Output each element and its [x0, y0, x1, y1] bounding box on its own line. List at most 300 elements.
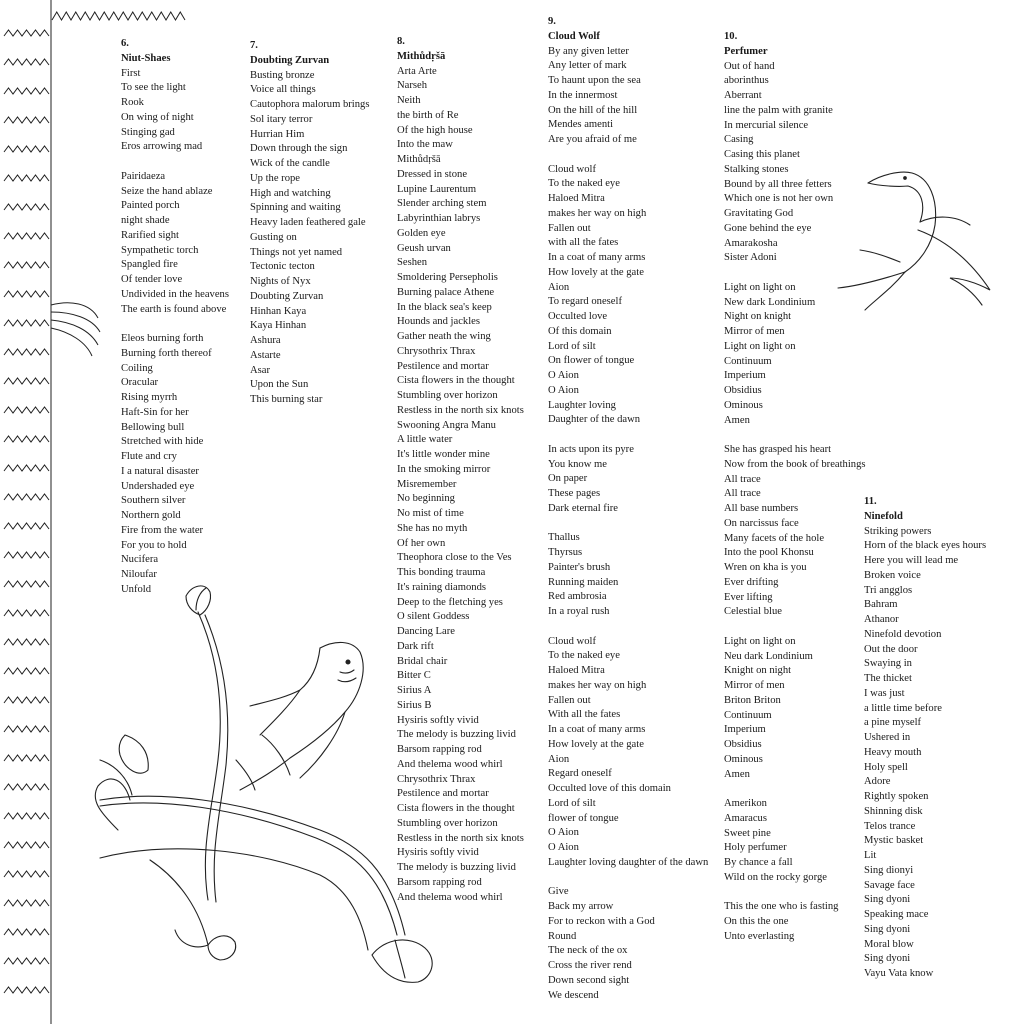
poem-line: Amerikon — [724, 798, 767, 809]
poem-line — [724, 428, 866, 443]
poem-line: Give — [548, 886, 569, 898]
poem-line: Of this domain — [548, 325, 612, 337]
poem-line: Chrysothrix Thrax — [397, 345, 476, 357]
poem-line: Bahram — [864, 599, 898, 611]
poem-line: Pestilence and mortar — [397, 788, 489, 800]
poem-line: On flower of tongue — [548, 355, 635, 367]
poem-10 — [724, 30, 866, 945]
poem-line: To the naked eye — [548, 178, 620, 190]
poem-line: Undershaded eye — [121, 480, 195, 492]
poem-line: with all the fates — [548, 237, 619, 249]
poem-line: Rising myrrh — [121, 392, 178, 403]
poem-line — [724, 620, 866, 635]
poem-line: Up the rope — [250, 172, 301, 184]
poem-line: Tri angglos — [864, 584, 913, 596]
poem-line: Lord of silt — [548, 340, 596, 352]
poem-line: To haunt upon the sea — [548, 75, 641, 86]
poem-line: We descend — [548, 989, 599, 1001]
poem-line: Down through the sign — [250, 143, 348, 155]
poem-line: In a royal rush — [548, 606, 610, 617]
poem-line: Continuum — [724, 709, 772, 721]
poem-line: Narseh — [397, 80, 428, 92]
poem-line: Out the door — [864, 643, 918, 655]
poem-line: Aion — [548, 281, 570, 293]
poem-line: Ominous — [724, 399, 763, 411]
poem-line: For to reckon with a God — [548, 915, 655, 927]
poem-line: Lit — [864, 850, 877, 861]
poem-line: Painted porch — [121, 200, 180, 212]
poem-line: Now from the book of breathings — [724, 458, 866, 470]
poem-line: Theophora close to the Ves — [397, 552, 512, 564]
poem-line: Lupine Laurentum — [397, 183, 477, 195]
poem-line: I was just — [864, 687, 905, 699]
poem-line: Obsidius — [724, 385, 762, 396]
poem-line: Ever drifting — [724, 576, 779, 588]
poem-line: Burning forth thereof — [121, 347, 212, 359]
poem-line: Heavy laden feathered gale — [250, 217, 366, 228]
poem-line: No beginning — [397, 493, 455, 505]
poem-line: line the palm with granite — [724, 104, 833, 116]
poem-line — [548, 148, 708, 163]
poem-line: Oracular — [121, 377, 159, 389]
poem-line: Cloud wolf — [548, 163, 596, 175]
poem-line: Swooning Angra Manu — [397, 419, 496, 431]
poem-line: To the naked eye — [548, 650, 620, 662]
poem-line: High and watching — [250, 187, 331, 199]
poem-line: Amen — [724, 414, 750, 426]
poem-line: Gravitating God — [724, 208, 794, 219]
poem-number: 7. — [250, 40, 258, 51]
poem-line: Amaracus — [724, 812, 767, 824]
poem-line: She has no myth — [397, 522, 468, 534]
poem-line: On narcissus face — [724, 517, 799, 529]
poem-line: Southern silver — [121, 495, 186, 507]
poem-line: To see the light — [121, 82, 186, 94]
poem-line: This burning star — [250, 394, 323, 405]
poem-line: Light on light on — [724, 340, 796, 352]
poem-line: Casing — [724, 134, 754, 146]
poem-line: On wing of night — [121, 111, 194, 123]
poem-line: By chance a fall — [724, 857, 793, 868]
poem-line: This the one who is fasting — [724, 901, 839, 913]
poem-line: Dancing Lare — [397, 626, 455, 637]
poem-line: O Aion — [548, 384, 579, 396]
poem-line: Vayu Vata know — [864, 968, 934, 979]
poem-line: In a coat of many arms — [548, 724, 646, 735]
poem-line: In a coat of many arms — [548, 252, 646, 263]
poem-line: Wren on kha is you — [724, 562, 807, 573]
poem-line: Wick of the candle — [250, 158, 330, 169]
poem-line: Sirius A — [397, 685, 432, 696]
poem-line: By any given letter — [548, 45, 629, 57]
poem-line: Gone behind the eye — [724, 222, 812, 234]
poem-line: Back my arrow — [548, 901, 614, 912]
poem-line: Fire from the water — [121, 524, 204, 536]
poem-line: A little water — [397, 434, 453, 446]
poem-line: Swaying in — [864, 658, 912, 670]
poem-line: All base numbers — [724, 503, 799, 514]
poem-line: Sing dyoni — [864, 923, 911, 935]
poem-line: Nucifera — [121, 554, 159, 566]
poem-line: Amen — [724, 768, 750, 780]
poem-line: Pestilence and mortar — [397, 360, 489, 372]
poem-line: Neith — [397, 95, 421, 106]
poem-title: Ninefold — [864, 510, 903, 522]
poem-line: Undivided in the heavens — [121, 288, 229, 300]
poem-number: 8. — [397, 36, 405, 47]
poem-line: Unfold — [121, 583, 152, 595]
poem-line: makes her way on high — [548, 679, 647, 691]
poem-line: Dark eternal fire — [548, 502, 618, 514]
poem-line: In the black sea's keep — [397, 301, 492, 313]
poem-line: Holy spell — [864, 761, 908, 773]
poem-line: Geush urvan — [397, 242, 451, 254]
poem-line: Savage face — [864, 879, 915, 891]
poem-line: Ominous — [724, 753, 763, 765]
poem-line: Hinhan Kaya — [250, 305, 307, 317]
poem-line: makes her way on high — [548, 207, 647, 219]
poem-line: With all the fates — [548, 709, 621, 721]
poem-line: The thicket — [864, 673, 912, 684]
poem-line: Hysiris softly vivid — [397, 714, 479, 726]
poem-line: You know me — [548, 458, 607, 470]
poem-line: Painter's brush — [548, 561, 611, 573]
poem-line: Unto everlasting — [724, 930, 795, 942]
poem-line: In the innermost — [548, 89, 618, 101]
zigzag-top — [52, 12, 185, 20]
poem-line: night shade — [121, 215, 170, 226]
poem-line: Bridal chair — [397, 655, 448, 667]
poem-line: Restless in the north six knots — [397, 404, 524, 416]
poem-line: Sister Adoni — [724, 252, 777, 264]
poem-line: Hysiris softly vivid — [397, 847, 479, 859]
poem-line: Running maiden — [548, 576, 619, 588]
poem-line: Tectonic tecton — [250, 261, 315, 273]
poem-line: Upon the Sun — [250, 379, 309, 391]
poem-line: Stalking stones — [724, 163, 789, 175]
poem-line — [724, 266, 866, 281]
poem-line: Stretched with hide — [121, 436, 204, 448]
poem-line: Night on knight — [724, 311, 792, 323]
poem-line: Barsom rapping rod — [397, 876, 482, 888]
poem-9 — [548, 15, 708, 1003]
poem-line: Spinning and waiting — [250, 202, 341, 214]
poem-line: Haft-Sin for her — [121, 406, 189, 418]
poem-line: And thelema wood whirl — [397, 891, 503, 903]
poem-line: Moral blow — [864, 938, 914, 950]
poem-lines — [397, 65, 524, 906]
poem-line: Fallen out — [548, 222, 591, 234]
poem-line: She has grasped his heart — [724, 444, 832, 455]
poem-line: On the hill of the hill — [548, 104, 638, 116]
poem-line: Dressed in stone — [397, 168, 468, 180]
poem-line: Daughter of the dawn — [548, 414, 641, 426]
poem-line: Rarified sight — [121, 229, 179, 241]
poem-line: Neu dark Londinium — [724, 650, 813, 662]
poem-line: Barsom rapping rod — [397, 744, 482, 755]
poem-line: Ushered in — [864, 732, 911, 743]
poem-line: Chrysothrix Thrax — [397, 773, 476, 785]
poem-line: Cloud wolf — [548, 635, 596, 647]
poem-6 — [121, 37, 229, 598]
poem-line: Cautophora malorum brings — [250, 99, 370, 110]
poem-line: The melody is buzzing livid — [397, 862, 516, 873]
poem-line: Ever lifting — [724, 591, 773, 603]
poem-line: Mendes amenti — [548, 119, 614, 131]
poem-line: Labyrinthian labrys — [397, 213, 481, 224]
poem-line — [548, 871, 708, 886]
poem-8 — [397, 35, 524, 905]
poem-line: Coiling — [121, 362, 153, 374]
poem-line: The earth is found above — [121, 303, 227, 315]
poem-line: Thyrsus — [548, 547, 583, 558]
poem-line: Down second sight — [548, 974, 630, 986]
poem-7 — [250, 39, 369, 408]
poem-line: Northern gold — [121, 510, 181, 521]
poem-title: Niut-Shaes — [121, 52, 171, 64]
poem-line: Fallen out — [548, 694, 591, 706]
poem-line — [121, 317, 229, 332]
poem-line: O Aion — [548, 842, 579, 853]
poem-line: flower of tongue — [548, 812, 619, 824]
poem-line: Mithůdṛšā — [397, 154, 441, 165]
poem-line: Celestial blue — [724, 606, 782, 618]
poem-line — [548, 517, 708, 532]
poem-line: O Aion — [548, 827, 579, 839]
poem-line: Here you will lead me — [864, 555, 959, 566]
poem-line: Cista flowers in the thought — [397, 803, 515, 814]
poem-line: Obsidius — [724, 739, 762, 750]
poem-title: Perfumer — [724, 45, 768, 57]
poem-line: Broken voice — [864, 569, 921, 581]
poem-line: Cross the river rend — [548, 960, 632, 971]
poem-line: Light on light on — [724, 281, 796, 293]
poem-line: On this the one — [724, 916, 789, 927]
poem-line — [548, 428, 708, 443]
poem-line: Briton Briton — [724, 694, 781, 706]
poem-line: Out of hand — [724, 60, 775, 72]
poem-lines — [724, 60, 866, 945]
poem-line: The melody is buzzing livid — [397, 729, 516, 741]
poem-line: Things not yet named — [250, 246, 343, 258]
poem-line: Golden eye — [397, 227, 446, 239]
poem-line: Spangled fire — [121, 259, 178, 271]
poem-line: Regard oneself — [548, 768, 612, 780]
poem-line: Haloed Mitra — [548, 193, 605, 204]
poem-line: Hurrian Him — [250, 128, 305, 140]
poem-line: O silent Goddess — [397, 611, 470, 623]
poem-line: Which one is not her own — [724, 193, 834, 205]
poem-line: Seshen — [397, 257, 428, 269]
poem-line: Aberrant — [724, 90, 762, 101]
poem-lines — [121, 67, 229, 598]
poem-line: Flute and cry — [121, 451, 177, 462]
poem-line: Stinging gad — [121, 126, 175, 138]
poem-line: It's raining diamonds — [397, 581, 487, 593]
poem-line: First — [121, 67, 141, 79]
poem-line: Hounds and jackles — [397, 316, 480, 328]
poem-line: In the smoking mirror — [397, 463, 491, 475]
poem-line: Deep to the fletching yes — [397, 596, 503, 608]
poem-line: I a natural disaster — [121, 465, 199, 477]
poem-line: Shinning disk — [864, 805, 923, 817]
poem-line: Rook — [121, 97, 144, 108]
poem-line: To regard oneself — [548, 296, 622, 308]
poem-line: Niloufar — [121, 569, 157, 580]
poem-line: Ninefold devotion — [864, 628, 942, 640]
lotus-vine — [95, 586, 432, 982]
poem-number: 11. — [864, 496, 877, 507]
poem-line: For you to hold — [121, 539, 187, 551]
poem-line: Thallus — [548, 532, 580, 544]
poem-line: Striking powers — [864, 525, 932, 537]
poem-line: Voice all things — [250, 84, 316, 96]
poem-line — [724, 886, 866, 901]
poem-line: Sympathetic torch — [121, 244, 199, 256]
poem-line: Horn of the black eyes hours — [864, 540, 987, 552]
poem-line: Round — [548, 930, 577, 942]
poem-line: Mirror of men — [724, 326, 785, 337]
poem-line: Slender arching stem — [397, 198, 487, 210]
poem-line: Athanor — [864, 614, 899, 625]
poem-line: aborinthus — [724, 75, 769, 87]
poem-line: Doubting Zurvan — [250, 290, 324, 302]
poem-line: Stumbling over horizon — [397, 390, 498, 401]
poem-line: On paper — [548, 473, 588, 485]
poem-line: How lovely at the gate — [548, 738, 644, 750]
poem-line: Of her own — [397, 537, 446, 549]
poem-line: Many facets of the hole — [724, 532, 825, 544]
poem-line: Gusting on — [250, 231, 297, 243]
poem-line: Are you afraid of me — [548, 134, 637, 145]
poem-line: Laughter loving — [548, 399, 616, 411]
poem-11 — [864, 495, 986, 982]
poem-line: Kaya Hinhan — [250, 320, 307, 332]
poem-line: Mirror of men — [724, 680, 785, 691]
poem-line: the birth of Re — [397, 109, 459, 121]
poem-line: Into the maw — [397, 139, 453, 151]
poem-number: 9. — [548, 16, 556, 27]
poem-line: Pairidaeza — [121, 170, 166, 182]
poem-line: Knight on night — [724, 665, 792, 677]
poem-line: All trace — [724, 473, 761, 485]
poem-line: Gather neath the wing — [397, 331, 491, 342]
poem-number: 10. — [724, 31, 738, 42]
poem-line: Rightly spoken — [864, 791, 929, 802]
poem-line: In mercurial silence — [724, 119, 809, 131]
poem-line: New dark Londinium — [724, 296, 816, 308]
poem-line: How lovely at the gate — [548, 266, 644, 278]
poem-line: Stumbling over horizon — [397, 817, 498, 829]
poem-line: Heavy mouth — [864, 746, 922, 758]
poem-line: The neck of the ox — [548, 945, 628, 957]
poem-line: Smoldering Persepholis — [397, 272, 498, 283]
border-leaf-fan — [51, 303, 100, 356]
poem-line: Seize the hand ablaze — [121, 185, 213, 197]
poem-line: In acts upon its pyre — [548, 443, 634, 455]
zigzag-pattern — [4, 30, 49, 993]
poem-line: Sol itary terror — [250, 113, 313, 125]
poem-line: Asar — [250, 364, 271, 376]
poem-line: Busting bronze — [250, 69, 315, 81]
poem-line: It's little wonder mine — [397, 449, 490, 460]
poem-line: Eleos burning forth — [121, 333, 204, 344]
poem-title: Doubting Zurvan — [250, 54, 330, 66]
poem-line: Bound by all three fetters — [724, 178, 832, 190]
poem-line: And thelema wood whirl — [397, 758, 503, 770]
poem-line: Ashura — [250, 335, 281, 346]
poem-line: Red ambrosia — [548, 591, 607, 603]
poem-line: These pages — [548, 488, 601, 499]
poem-line: Casing this planet — [724, 149, 800, 160]
poem-line: Arta Arte — [397, 65, 437, 77]
poem-line: Amarakosha — [724, 237, 778, 249]
poem-line: Any letter of mark — [548, 60, 627, 72]
poem-line: Sing dyoni — [864, 953, 911, 965]
poem-line: Into the pool Khonsu — [724, 547, 814, 559]
poem-line: Dark rift — [397, 640, 434, 652]
poem-line: Of tender love — [121, 274, 183, 285]
poem-line: Imperium — [724, 724, 766, 736]
poem-lines — [548, 45, 708, 1004]
poem-line: Occulted love — [548, 311, 608, 322]
poem-line: Occulted love of this domain — [548, 783, 671, 794]
poem-line: Wild on the rocky gorge — [724, 871, 827, 883]
poem-line: Lord of silt — [548, 797, 596, 809]
poem-line: No mist of time — [397, 508, 464, 519]
poem-line: Adore — [864, 776, 891, 788]
poem-title: Cloud Wolf — [548, 30, 600, 42]
poem-line: Mystic basket — [864, 835, 924, 847]
poem-number: 6. — [121, 38, 129, 49]
poem-line — [121, 155, 229, 170]
poem-line: Light on light on — [724, 635, 796, 647]
poem-line: O Aion — [548, 370, 579, 381]
poem-line: All trace — [724, 488, 761, 500]
poem-lines — [864, 525, 986, 982]
poem-line: Telos trance — [864, 820, 916, 832]
poem-line: Misremember — [397, 478, 457, 490]
poem-line — [724, 782, 866, 797]
poem-line: Astarte — [250, 349, 281, 361]
poem-line: Bellowing bull — [121, 421, 185, 433]
poem-line: Haloed Mitra — [548, 665, 605, 676]
poem-line: This bonding trauma — [397, 567, 486, 578]
poem-line: Nights of Nyx — [250, 276, 311, 287]
poem-title: Mithůdṛšā — [397, 50, 446, 62]
poem-line: Burning palace Athene — [397, 286, 495, 298]
poem-line: Aion — [548, 753, 570, 765]
poem-line: Sweet pine — [724, 827, 771, 839]
poem-line: Holy perfumer — [724, 842, 787, 854]
poem-line: Of the high house — [397, 124, 473, 136]
poem-line: Sing dyoni — [864, 894, 911, 906]
poem-line: Eros arrowing mad — [121, 141, 203, 153]
poem-line: Sirius B — [397, 699, 432, 711]
poem-line: Laughter loving daughter of the dawn — [548, 856, 709, 868]
poem-line: Speaking mace — [864, 909, 929, 920]
poem-line: Bitter C — [397, 670, 431, 682]
poem-line — [548, 620, 708, 635]
poem-line: a little time before — [864, 702, 942, 714]
poem-lines — [250, 69, 369, 408]
poem-line: Cista flowers in the thought — [397, 375, 515, 387]
poem-line: a pine myself — [864, 717, 922, 729]
poem-line: Restless in the north six knots — [397, 832, 524, 844]
poem-line: Imperium — [724, 370, 766, 382]
swallow-bird — [236, 642, 363, 790]
poem-line: Continuum — [724, 355, 772, 367]
